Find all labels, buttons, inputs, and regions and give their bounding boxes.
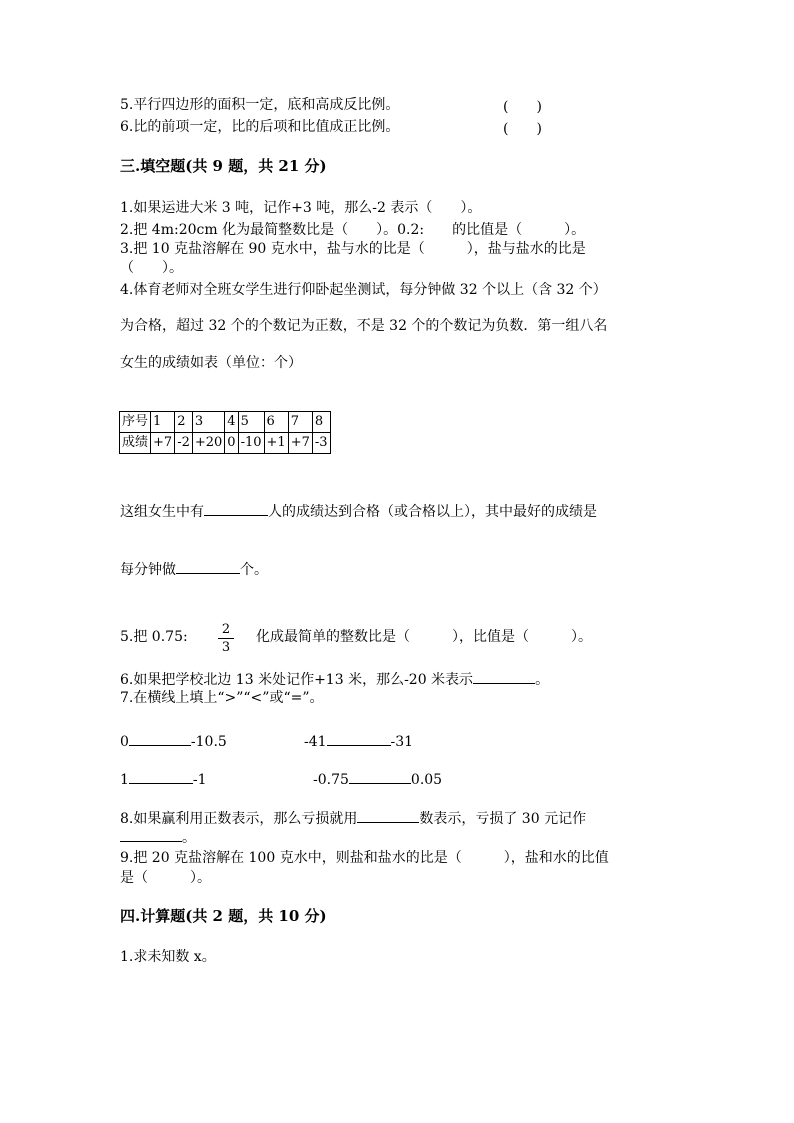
fill-item-5-suffix: 化成最简单的整数比是（ ），比值是（ ）。 (256, 629, 592, 645)
fill-item-2: 2.把 4m:20cm 化为最简整数比是（ ）。0.2: 的比值是（ ）。 (120, 222, 586, 238)
compare-item-2: -41 -31 (304, 731, 413, 751)
fill-item-1: 1.如果运进大米 3 吨，记作+3 吨，那么-2 表示（ ）。 (120, 200, 482, 216)
fraction-bar (218, 638, 234, 639)
fraction-numerator: 2 (221, 622, 231, 637)
fill-item-7: 7.在横线上填上“>”“<”或“=”。 (120, 690, 324, 706)
fill-item-3-line2: （ ）。 (120, 260, 183, 276)
table-cell: 2 (175, 412, 193, 433)
fraction-two-thirds (218, 622, 234, 655)
table-cell: +7 (288, 433, 312, 454)
fraction-denominator: 3 (221, 640, 231, 655)
table-cell: 4 (225, 412, 238, 433)
table-cell: 6 (264, 412, 288, 433)
table-cell: 8 (312, 412, 330, 433)
table-cell: -3 (312, 433, 330, 454)
table-cell: -2 (175, 433, 193, 454)
compare-item-1: 0 -10.5 (120, 731, 227, 751)
fill-item-4-line3: 女生的成绩如表（单位：个） (120, 355, 302, 371)
judge-item-6: 6.比的前项一定，比的后项和比值成正比例。 (120, 119, 400, 135)
section-title-fill-blank: 三.填空题(共 9 题，共 21 分) (120, 157, 327, 175)
fill-item-8-line1: 8.如果赢利用正数表示，那么亏损就用 数表示，亏损了 30 元记作 (120, 808, 586, 828)
answer-blank[interactable] (120, 827, 182, 842)
answer-blank[interactable] (204, 501, 268, 516)
table-cell: +20 (192, 433, 224, 454)
table-cell: -10 (238, 433, 264, 454)
fill-item-3-line1: 3.把 10 克盐溶解在 90 克水中，盐与水的比是（ ），盐与盐水的比是 (120, 241, 586, 257)
fill-item-5-prefix: 5.把 0.75: (120, 629, 188, 645)
table-cell: 序号 (120, 412, 151, 433)
fill-item-4-answer-line1: 这组女生中有 人的成绩达到合格（或合格以上），其中最好的成绩是 (120, 501, 597, 521)
compare-item-3: 1 -1 (120, 769, 207, 789)
fill-item-9-line2: 是（ ）。 (120, 870, 211, 886)
table-cell: 成绩 (120, 433, 151, 454)
answer-blank[interactable] (327, 731, 391, 746)
table-cell: 0 (225, 433, 238, 454)
answer-blank[interactable] (349, 769, 411, 784)
table-cell: +1 (264, 433, 288, 454)
answer-blank[interactable] (176, 559, 240, 574)
table-cell: +7 (151, 433, 175, 454)
fill-item-6: 6.如果把学校北边 13 米处记作+13 米，那么-20 米表示 。 (120, 669, 549, 689)
answer-blank[interactable] (129, 769, 193, 784)
calc-item-1: 1.求未知数 x。 (120, 949, 216, 965)
section-title-calculation: 四.计算题(共 2 题，共 10 分) (120, 907, 327, 925)
table-row (120, 433, 331, 454)
judge-item-5: 5.平行四边形的面积一定，底和高成反比例。 (120, 97, 400, 113)
table-cell: 3 (192, 412, 224, 433)
fill-item-4-line1: 4.体育老师对全班女学生进行仰卧起坐测试，每分钟做 32 个以上（含 32 个） (120, 282, 607, 298)
fill-item-4-answer-line2: 每分钟做 个。 (120, 559, 268, 579)
answer-blank[interactable] (357, 808, 419, 823)
fill-item-9-line1: 9.把 20 克盐溶解在 100 克水中，则盐和盐水的比是（ ），盐和水的比值 (120, 850, 609, 866)
compare-item-4: -0.75 0.05 (313, 769, 442, 789)
fill-item-4-line2: 为合格，超过 32 个的个数记为正数，不是 32 个的个数记为负数．第一组八名 (120, 318, 608, 334)
answer-blank[interactable] (129, 731, 191, 746)
table-cell: 1 (151, 412, 175, 433)
answer-paren-6: ( ) (503, 121, 542, 137)
answer-blank[interactable] (473, 669, 535, 684)
score-table (119, 411, 331, 454)
table-row (120, 412, 331, 433)
table-cell: 5 (238, 412, 264, 433)
answer-paren-5: ( ) (503, 99, 542, 115)
table-cell: 7 (288, 412, 312, 433)
fill-item-8-line2: 。 (120, 827, 196, 847)
